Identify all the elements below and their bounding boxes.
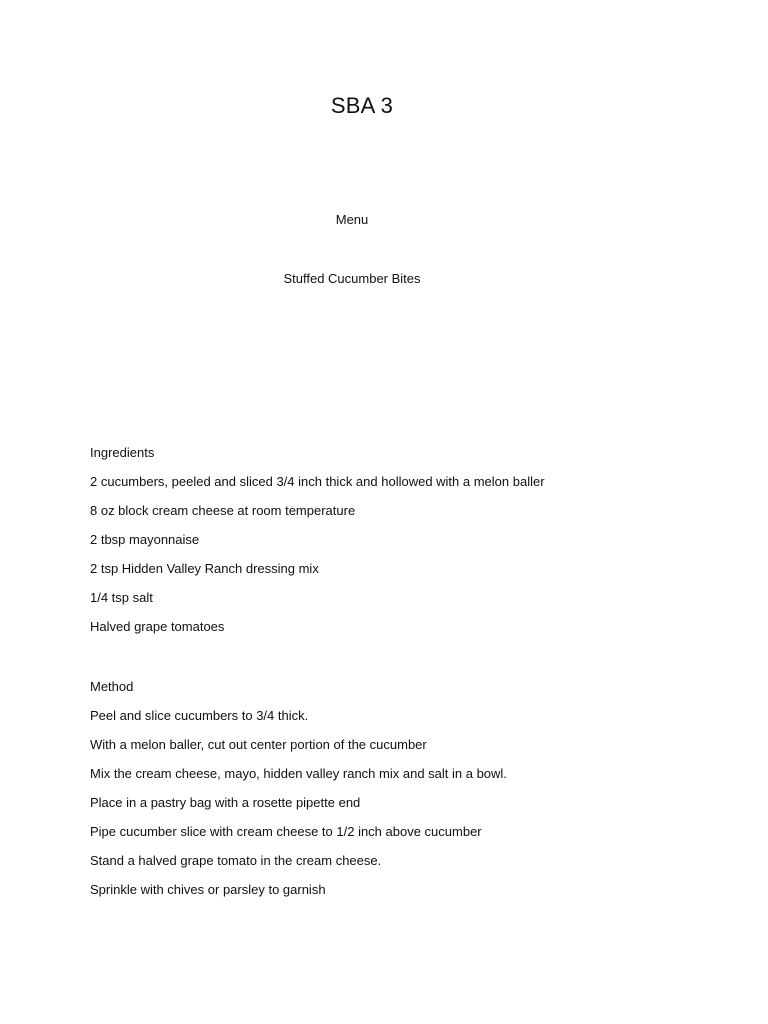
method-step: Pipe cucumber slice with cream cheese to 1/2 inch above cucumber bbox=[90, 824, 482, 839]
method-step: Sprinkle with chives or parsley to garnish bbox=[90, 882, 326, 897]
method-step: Place in a pastry bag with a rosette pipette end bbox=[90, 795, 361, 810]
method-step: With a melon baller, cut out center portion of the cucumber bbox=[90, 737, 427, 752]
ingredient-item: 2 tbsp mayonnaise bbox=[90, 532, 200, 547]
ingredient-item: Halved grape tomatoes bbox=[90, 619, 225, 634]
menu-label: Menu bbox=[335, 212, 369, 227]
method-step: Stand a halved grape tomato in the cream cheese. bbox=[90, 853, 382, 868]
ingredient-item: 2 tsp Hidden Valley Ranch dressing mix bbox=[90, 561, 319, 576]
ingredient-item: 2 cucumbers, peeled and sliced 3/4 inch thick and hollowed with a melon baller bbox=[90, 474, 545, 489]
ingredient-item: 8 oz block cream cheese at room temperature bbox=[90, 503, 356, 518]
ingredients-section bbox=[90, 444, 710, 647]
method-section bbox=[90, 678, 710, 910]
method-heading: Method bbox=[90, 679, 134, 694]
dish-name: Stuffed Cucumber Bites bbox=[283, 271, 421, 286]
ingredient-item: 1/4 tsp salt bbox=[90, 590, 153, 605]
ingredients-heading: Ingredients bbox=[90, 445, 155, 460]
method-step: Peel and slice cucumbers to 3/4 thick. bbox=[90, 708, 309, 723]
method-step: Mix the cream cheese, mayo, hidden valley ranch mix and salt in a bowl. bbox=[90, 766, 507, 781]
document-title: SBA 3 bbox=[330, 93, 394, 118]
